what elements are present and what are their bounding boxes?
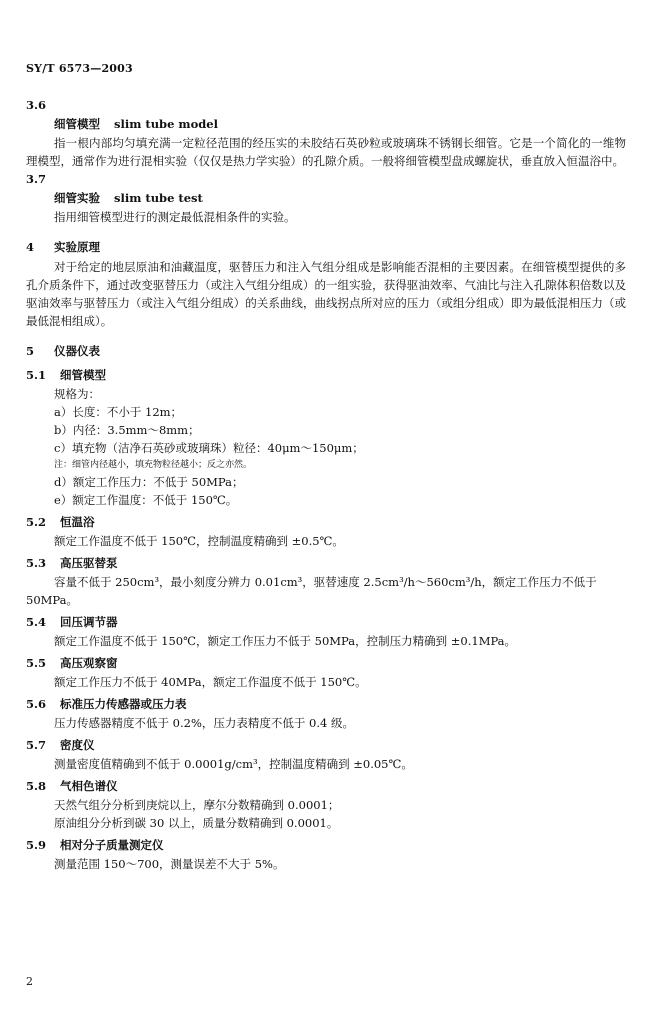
- section-title: 实验原理: [54, 240, 100, 254]
- term-en: slim tube model: [114, 117, 218, 131]
- section-title: 仪器仪表: [54, 344, 100, 358]
- subsection-number: 5.8: [26, 779, 47, 793]
- term-cn: 细管实验: [54, 191, 100, 205]
- subsection-title: 高压驱替泵: [60, 556, 118, 570]
- document-body: [26, 96, 626, 873]
- subsection-heading-5-7: [26, 735, 626, 755]
- section-heading-5: [26, 340, 626, 362]
- subsection-heading-5-8: [26, 776, 626, 796]
- subsection-number: 5.6: [26, 697, 47, 711]
- definition-3-6: 指一根内部均匀填充满一定粒径范围的经压实的未胶结石英砂粒或玻璃珠不锈钢长细管。它是一个简化的一维物理模型，通常作为进行混相实验（仅仅是热力学实验）的孔隙介质。一般将细管模型盘成螺旋状，垂直放入恒温浴中。: [26, 136, 626, 168]
- spec-item-b: b）内径：3.5mm～8mm；: [54, 423, 200, 437]
- subsection-number: 5.1: [26, 368, 47, 382]
- term-heading-3-7: [26, 188, 626, 208]
- subsection-title: 回压调节器: [60, 615, 118, 629]
- subsection-heading-5-6: [26, 694, 626, 714]
- spec-item-c: c）填充物（洁净石英砂或玻璃珠）粒径：40μm～150μm；: [54, 441, 364, 455]
- clause-number-3-6: 3.6: [26, 98, 47, 112]
- subsection-body-5-6: 压力传感器精度不低于 0.2%，压力表精度不低于 0.4 级。: [54, 716, 354, 730]
- subsection-body-5-5: 额定工作压力不低于 40MPa，额定工作温度不低于 150℃。: [54, 675, 367, 689]
- subsection-number: 5.4: [26, 615, 47, 629]
- subsection-heading-5-1: [26, 365, 626, 385]
- section-number: 5: [26, 344, 35, 358]
- subsection-title: 气相色谱仪: [60, 779, 118, 793]
- section-4-body: 对于给定的地层原油和油藏温度，驱替压力和注入气组分组成是影响能否混相的主要因素。在细管模型提供的多孔介质条件下，通过改变驱替压力（或注入气组分组成）的一组实验，获得驱油效率、气油比与注入孔隙体积倍数以及驱油效率与驱替压力（或注入气组分组成）的关系曲线，曲线拐点所对应的压力（或组分组成）即为最低混相压力（或最低混相组成）。: [26, 260, 626, 328]
- spec-item-d: d）额定工作压力：不低于 50MPa；: [54, 475, 244, 489]
- subsection-number: 5.5: [26, 656, 47, 670]
- subsection-heading-5-9: [26, 835, 626, 855]
- term-en: slim tube test: [114, 191, 203, 205]
- subsection-number: 5.2: [26, 515, 47, 529]
- subsection-body-5-2: 额定工作温度不低于 150℃，控制温度精确到 ±0.5℃。: [54, 534, 344, 548]
- subsection-heading-5-4: [26, 612, 626, 632]
- subsection-title: 高压观察窗: [60, 656, 118, 670]
- subsection-body-5-9: 测量范围 150～700，测量误差不大于 5%。: [54, 857, 285, 871]
- clause-number-3-7: 3.7: [26, 172, 47, 186]
- subsection-heading-5-2: [26, 512, 626, 532]
- subsection-number: 5.3: [26, 556, 47, 570]
- spec-intro: 规格为：: [54, 387, 100, 401]
- subsection-body-5-8-line-1: 天然气组分分析到庚烷以上，摩尔分数精确到 0.0001；: [54, 798, 340, 812]
- page-number: 2: [26, 975, 33, 988]
- subsection-title: 密度仪: [60, 738, 95, 752]
- subsection-body-5-7: 测量密度值精确到不低于 0.0001g/cm³，控制温度精确到 ±0.05℃。: [54, 757, 413, 771]
- term-cn: 细管模型: [54, 117, 100, 131]
- term-heading-3-6: [26, 114, 626, 134]
- subsection-title: 恒温浴: [60, 515, 95, 529]
- section-number: 4: [26, 240, 35, 254]
- subsection-number: 5.9: [26, 838, 47, 852]
- subsection-title: 标准压力传感器或压力表: [60, 697, 187, 711]
- subsection-number: 5.7: [26, 738, 47, 752]
- subsection-title: 相对分子质量测定仪: [60, 838, 164, 852]
- subsection-body-5-3: 容量不低于 250cm³，最小刻度分辨力 0.01cm³，驱替速度 2.5cm³/h～560cm³/h，额定工作压力不低于 50MPa。: [26, 575, 597, 607]
- document-code-header: SY/T 6573—2003: [26, 62, 133, 75]
- subsection-heading-5-5: [26, 653, 626, 673]
- spec-item-a: a）长度：不小于 12m；: [54, 405, 183, 419]
- subsection-title: 细管模型: [60, 368, 106, 382]
- subsection-body-5-8-line-2: 原油组分分析到碳 30 以上，质量分数精确到 0.0001。: [54, 816, 339, 830]
- spec-note: 注：细管内径越小，填充物粒径越小；反之亦然。: [54, 460, 253, 470]
- section-heading-4: [26, 236, 626, 258]
- subsection-heading-5-3: [26, 553, 626, 573]
- spec-item-e: e）额定工作温度：不低于 150℃。: [54, 493, 238, 507]
- subsection-body-5-4: 额定工作温度不低于 150℃，额定工作压力不低于 50MPa，控制压力精确到 ±0.1MPa。: [54, 634, 517, 648]
- definition-3-7: 指用细管模型进行的测定最低混相条件的实验。: [54, 210, 296, 224]
